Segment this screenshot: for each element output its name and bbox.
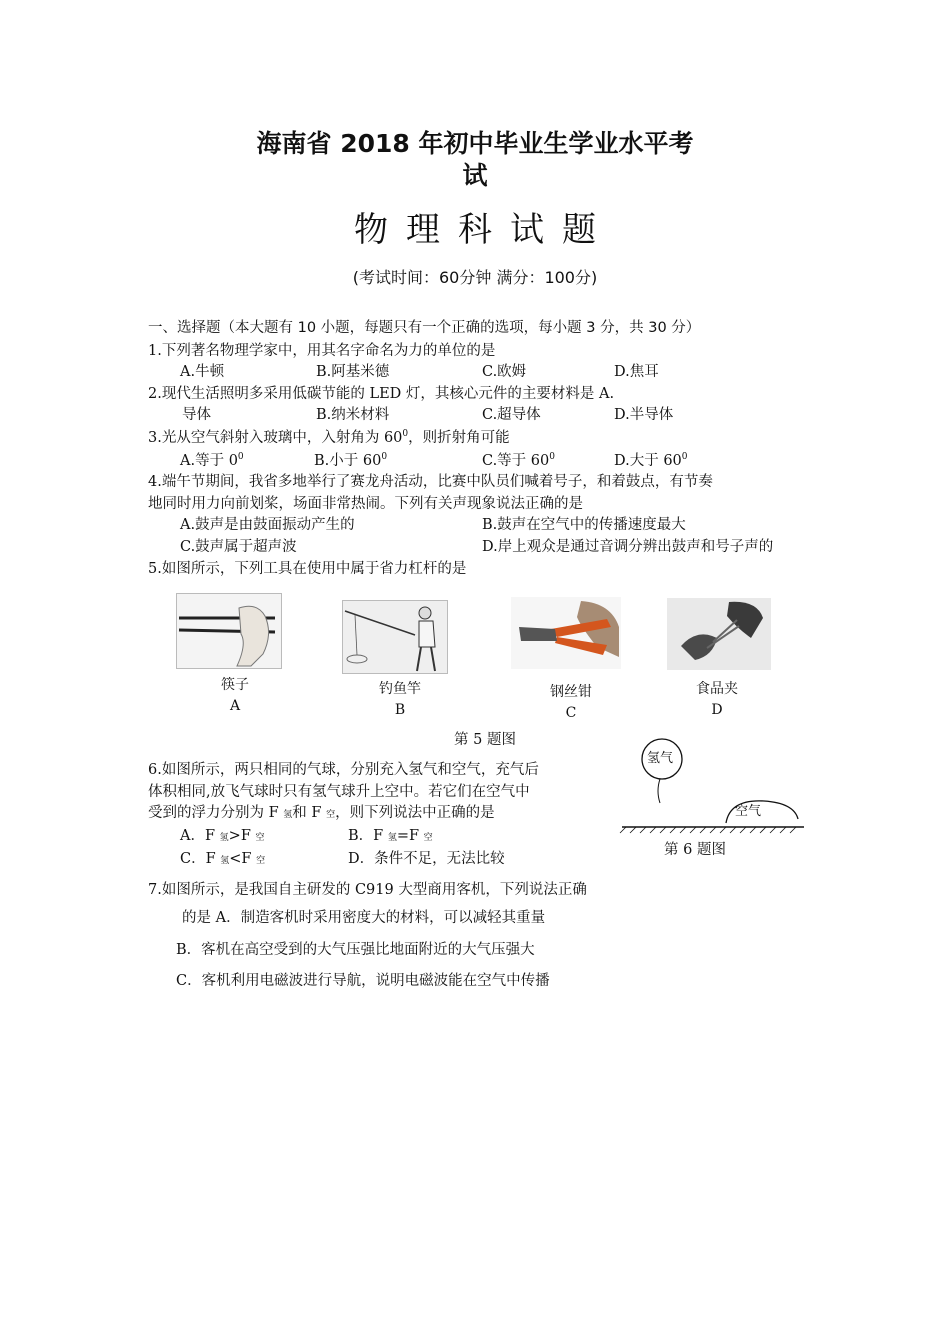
q3-option-d xyxy=(614,451,688,471)
q4-option-b: B.鼓声在空气中的传播速度最大 xyxy=(482,517,686,533)
q6-option-d: D．条件不足，无法比较 xyxy=(348,851,505,867)
q3-stem xyxy=(148,428,510,448)
q3-option-c-deg: 0 xyxy=(549,452,555,463)
q3-option-d-deg: 0 xyxy=(681,452,688,463)
q6-b-op: =F xyxy=(396,828,424,844)
q1-option-d: D.焦耳 xyxy=(614,364,659,380)
q6-c-sub1: 氢 xyxy=(220,856,230,866)
q5-figure-caption: 第 5 题图 xyxy=(454,732,516,748)
q6-b-sub2: 空 xyxy=(423,833,433,843)
q2-option-c: C.超导体 xyxy=(482,407,541,423)
q6-balloon-figure xyxy=(618,735,808,835)
chopsticks-image xyxy=(176,593,282,669)
q4-option-c: C.鼓声属于超声波 xyxy=(180,539,297,555)
q4-option-a: A.鼓声是由鼓面振动产生的 xyxy=(180,517,355,533)
hydrogen-string xyxy=(658,779,660,803)
q3-stem-end: ，则折射角可能 xyxy=(408,430,510,446)
q1-stem: 1.下列著名物理学家中，用其名字命名为力的单位的是 xyxy=(148,343,496,359)
q7-stem-line1: 7.如图所示，是我国自主研发的 C919 大型商用客机，下列说法正确 xyxy=(148,882,587,898)
q2-stem: 2.现代生活照明多采用低碳节能的 LED 灯，其核心元件的主要材料是 A. xyxy=(148,386,615,402)
q3-stem-text: 3.光从空气斜射入玻璃中，入射角为 60 xyxy=(148,430,403,446)
q5-item-d-name: 食品夹 xyxy=(696,681,738,697)
q6-stem-line1: 6.如图所示，两只相同的气球，分别充入氢气和空气，充气后 xyxy=(148,762,539,778)
q3-option-d-text: D.大于 60 xyxy=(614,453,682,469)
q6-stem-part3: ，则下列说法中正确的是 xyxy=(335,805,495,821)
q5-item-b-letter: B xyxy=(394,702,406,718)
q3-option-b-text: B.小于 60 xyxy=(314,453,382,469)
q4-option-d: D.岸上观众是通过音调分辨出鼓声和号子声的 xyxy=(482,539,774,555)
q7-option-c: C．客机利用电磁波进行导航，说明电磁波能在空气中传播 xyxy=(176,973,550,989)
q6-stem-line2: 体积相同,放飞气球时只有氢气球升上空中。若它们在空气中 xyxy=(148,784,530,800)
q6-stem-part2: 和 F xyxy=(292,805,327,821)
q6-figure-caption: 第 6 题图 xyxy=(664,842,726,858)
q5-item-c-letter: C xyxy=(565,705,577,721)
q6-stem-line3 xyxy=(148,803,495,825)
q6-option-a xyxy=(180,826,265,848)
q6-label-air: 空气 xyxy=(735,804,762,819)
q5-item-d-letter: D xyxy=(711,702,723,718)
q3-option-b xyxy=(314,451,387,471)
food-tongs-image xyxy=(667,598,771,670)
q5-item-a-name: 筷子 xyxy=(221,677,249,693)
q2-option-d: D.半导体 xyxy=(614,407,674,423)
q6-a-op: >F xyxy=(228,828,256,844)
q6-a-sub1: 氢 xyxy=(219,833,229,843)
q6-sub-hydrogen: 氢 xyxy=(283,810,293,820)
q3-degree: 0 xyxy=(402,429,409,440)
q6-c-pre: C．F xyxy=(180,851,221,867)
q4-stem-line1: 4.端午节期间，我省多地举行了赛龙舟活动，比赛中队员们喊着号子，和着鼓点，有节奏 xyxy=(148,474,713,490)
q3-option-a xyxy=(180,451,244,471)
exam-info: (考试时间：60分钟 满分：100分) xyxy=(352,268,598,287)
q1-option-a: A.牛顿 xyxy=(180,364,225,380)
q1-option-c: C.欧姆 xyxy=(482,364,527,380)
q4-stem-line2: 地同时用力向前划桨，场面非常热闹。下列有关声现象说法正确的是 xyxy=(148,496,583,512)
q6-a-sub2: 空 xyxy=(255,833,265,843)
q7-stem-line2: 的是 A．制造客机时采用密度大的材料，可以减轻其重量 xyxy=(182,910,546,926)
fishing-rod-image xyxy=(342,600,448,674)
q5-item-b-name: 钓鱼竿 xyxy=(379,681,421,697)
section-heading: 一、选择题（本大题有 10 小题，每题只有一个正确的选项，每小题 3 分，共 30 分） xyxy=(148,320,701,336)
q6-sub-air: 空 xyxy=(326,810,336,820)
q2-option-b: B.纳米材料 xyxy=(316,407,390,423)
q6-c-op: <F xyxy=(229,851,257,867)
exam-title-line1: 海南省 2018 年初中毕业生学业水平考 xyxy=(256,129,694,158)
q3-option-c xyxy=(482,451,555,471)
q6-option-b xyxy=(348,826,433,848)
exam-title-line2: 试 xyxy=(462,161,488,190)
q3-option-a-deg: 0 xyxy=(237,452,244,463)
q6-stem-part1: 受到的浮力分别为 F xyxy=(148,805,284,821)
q2-option-a: 导体 xyxy=(182,407,211,423)
subject-title: 物理科试题 xyxy=(354,210,614,250)
q1-option-b: B.阿基米德 xyxy=(316,364,390,380)
q6-option-c xyxy=(180,849,265,871)
ground-hatching xyxy=(620,827,796,833)
q7-option-b: B．客机在高空受到的大气压强比地面附近的大气压强大 xyxy=(176,942,535,958)
q3-option-c-text: C.等于 60 xyxy=(482,453,550,469)
pliers-image xyxy=(511,597,621,669)
q6-c-sub2: 空 xyxy=(256,856,266,866)
q5-item-a-letter: A xyxy=(229,698,241,714)
q3-option-a-text: A.等于 0 xyxy=(180,453,238,469)
q6-label-hydrogen: 氢气 xyxy=(647,751,674,766)
q5-item-c-name: 钢丝钳 xyxy=(550,684,592,700)
q5-stem: 5.如图所示，下列工具在使用中属于省力杠杆的是 xyxy=(148,561,467,577)
q6-a-pre: A．F xyxy=(180,828,220,844)
q6-b-sub1: 氢 xyxy=(387,833,397,843)
q3-option-b-deg: 0 xyxy=(381,452,388,463)
q6-b-pre: B．F xyxy=(348,828,388,844)
